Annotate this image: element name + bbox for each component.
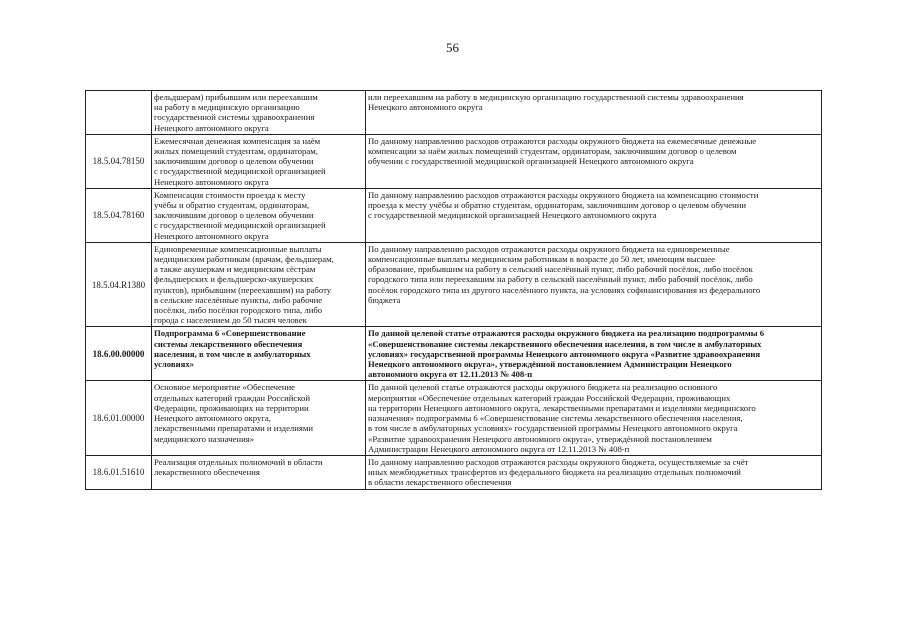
description-cell: По данному направлению расходов отражаются расходы окружного бюджета на компенсацию стоимости проезда к месту учёбы и обратно студентам, ординаторам, заключившим договор о целевом обучении с государственной медицинской организацией Ненецкого автономного округа	[366, 188, 822, 242]
code-cell: 18.5.04.78160	[86, 188, 152, 242]
budget-classification-table	[85, 90, 822, 490]
description-cell: По данному направлению расходов отражаются расходы окружного бюджета, осуществляемые за счёт иных межбюджетных трансфертов из федерального бюджета на реализацию отдельных полномочий в области лекарственного обеспечения	[366, 455, 822, 489]
description-cell: По данному направлению расходов отражаются расходы окружного бюджета на единовременные компенсационные выплаты медицинским работникам в возрасте до 50 лет, имеющим высшее образование, прибывшим на работу в сельский населённый пункт, либо рабочий посёлок, либо посёлок городского типа или переехавшим на работу в сельский населённый пункт, либо рабочий посёлок, либо посёлок городского типа из другого населённого пункта, на условиях софинансирования из федерального бюджета	[366, 242, 822, 327]
name-cell: Компенсация стоимости проезда к месту учёбы и обратно студентам, ординаторам, заключившим договор о целевом обучении с государственной медицинской организацией Ненецкого автономного округа	[152, 188, 366, 242]
code-cell: 18.6.00.00000	[86, 327, 152, 381]
table-row	[86, 455, 822, 489]
name-cell: Реализация отдельных полномочий в области лекарственного обеспечения	[152, 455, 366, 489]
code-cell: 18.6.01.00000	[86, 381, 152, 455]
table-body	[86, 91, 822, 490]
code-cell: 18.5.04.78150	[86, 134, 152, 188]
name-cell: Подпрограмма 6 «Совершенствование системы лекарственного обеспечения населения, в том числе в амбулаторных условиях»	[152, 327, 366, 381]
table-row	[86, 381, 822, 455]
name-cell: Единовременные компенсационные выплаты медицинским работникам (врачам, фельдшерам, а также акушеркам и медицинским сёстрам фельдшерских и фельдшерско-акушерских пунктов), прибывшим (переехавшим) на работу в сельские населённые пункты, либо рабочие посёлки, либо посёлки городского типа, либо города с населением до 50 тысяч человек	[152, 242, 366, 327]
table-row	[86, 242, 822, 327]
description-cell: По данной целевой статье отражаются расходы окружного бюджета на реализацию основного мероприятия «Обеспечение отдельных категорий граждан Российской Федерации, проживающих на территории Ненецкого автономного округа, лекарственными препаратами и изделиями медицинского назначения» подпрограммы 6 «Совершенствование системы лекарственного обеспечения населения, в том числе в амбулаторных условиях» государственной программы Ненецкого автономного округа «Развитие здравоохранения Ненецкого автономного округа», утверждённой постановлением Администрации Ненецкого автономного округа от 12.11.2013 № 408-п	[366, 381, 822, 455]
description-cell: По данной целевой статье отражаются расходы окружного бюджета на реализацию подпрограммы 6 «Совершенствование системы лекарственного обеспечения населения, в том числе в амбулаторных условиях» государственной программы Ненецкого автономного округа «Развитие здравоохранения Ненецкого автономного округа», утверждённой постановлением Администрации Ненецкого автономного округа от 12.11.2013 № 408-п	[366, 327, 822, 381]
table-row	[86, 134, 822, 188]
page-number: 56	[446, 40, 459, 55]
code-cell: 18.5.04.R1380	[86, 242, 152, 327]
table-row	[86, 188, 822, 242]
table-row	[86, 91, 822, 135]
name-cell: Основное мероприятие «Обеспечение отдельных категорий граждан Российской Федерации, проживающих на территории Ненецкого автономного округа, лекарственными препаратами и изделиями медицинского назначения»	[152, 381, 366, 455]
name-cell: фельдшерам) прибывшим или переехавшим на работу в медицинскую организацию государственной системы здравоохранения Ненецкого автономного округа	[152, 91, 366, 135]
table-row	[86, 327, 822, 381]
description-cell: или переехавшим на работу в медицинскую организацию государственной системы здравоохранения Ненецкого автономного округа	[366, 91, 822, 135]
code-cell: 18.6.01.51610	[86, 455, 152, 489]
code-cell	[86, 91, 152, 135]
description-cell: По данному направлению расходов отражаются расходы окружного бюджета на ежемесячные денежные компенсации за наём жилых помещений студентам, ординаторам, заключившим договор о целевом обучении с государственной медицинской организацией Ненецкого автономного округа	[366, 134, 822, 188]
name-cell: Ежемесячная денежная компенсация за наём жилых помещений студентам, ординаторам, заключившим договор о целевом обучении с государственной медицинской организацией Ненецкого автономного округа	[152, 134, 366, 188]
